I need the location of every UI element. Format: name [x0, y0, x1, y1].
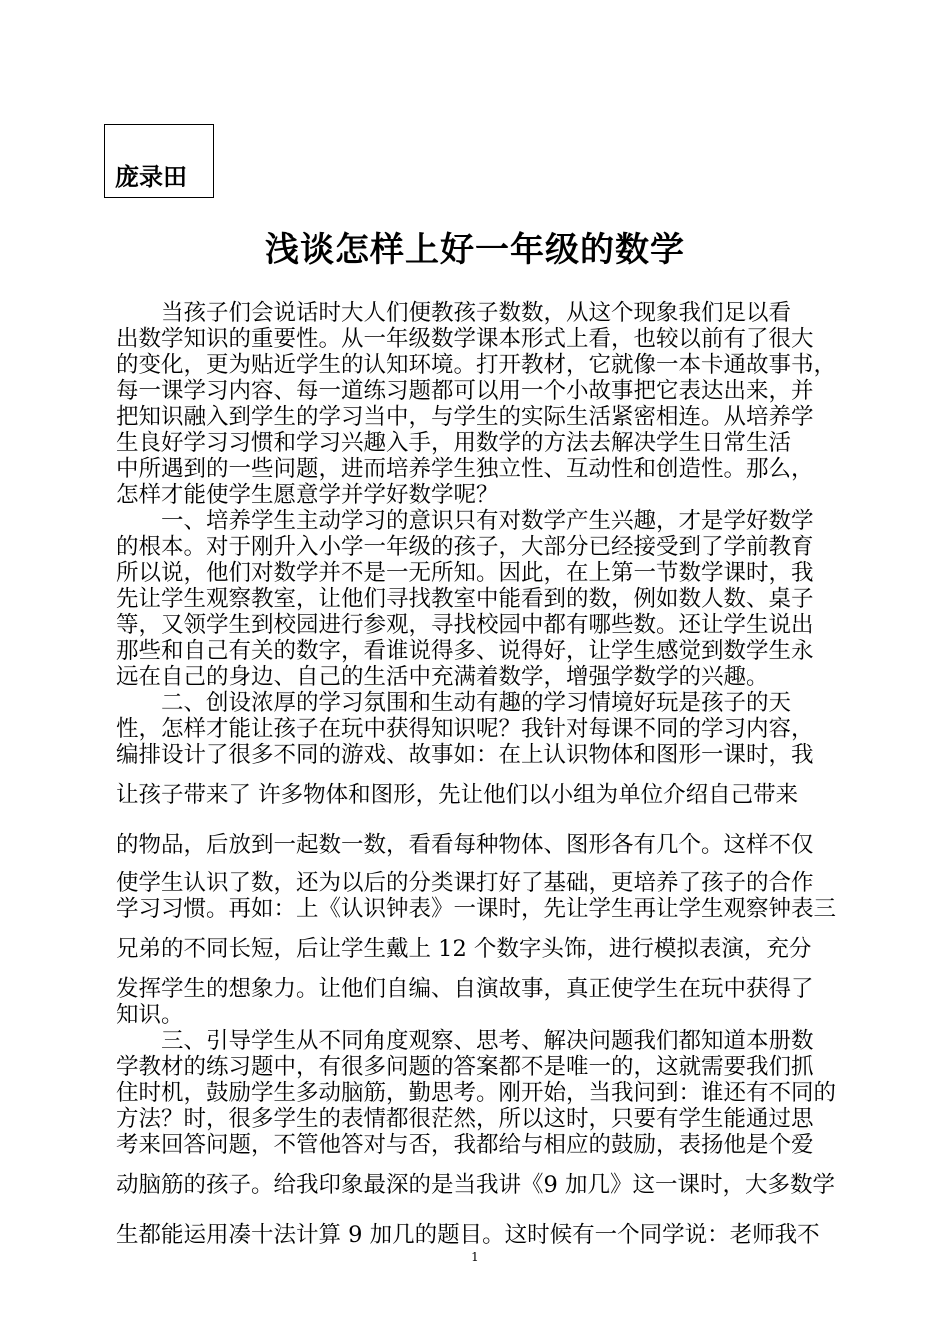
text-line: 知识。	[116, 1002, 184, 1028]
text-line: 住时机，鼓励学生多动脑筋，勤思考。刚开始，当我问到：谁还有不同的	[116, 1080, 837, 1106]
document-title: 浅谈怎样上好一年级的数学	[265, 230, 685, 270]
text-line: 兄弟的不同长短，后让学生戴上 12 个数字头饰，进行模拟表演，充分	[116, 936, 812, 962]
text-line: 当孩子们会说话时大人们便教孩子数数，从这个现象我们足以看	[116, 300, 792, 326]
text-line: 发挥学生的想象力。让他们自编、自演故事，真正使学生在玩中获得了	[116, 976, 814, 1002]
text-line: 学教材的练习题中，有很多问题的答案都不是唯一的，这就需要我们抓	[116, 1054, 814, 1080]
text-line: 的根本。对于刚升入小学一年级的孩子，大部分已经接受到了学前教育	[116, 534, 814, 560]
text-line: 一、培养学生主动学习的意识只有对数学产生兴趣，才是学好数学	[116, 508, 814, 534]
text-line: 先让学生观察教室，让他们寻找教室中能看到的数，例如数人数、桌子	[116, 586, 814, 612]
author-box	[104, 124, 214, 198]
text-line: 的物品，后放到一起数一数，看看每种物体、图形各有几个。这样不仅	[116, 832, 814, 858]
text-line: 生良好学习习惯和学习兴趣入手，用数学的方法去解决学生日常生活	[116, 430, 792, 456]
author-name: 庞录田	[115, 163, 187, 191]
text-line: 中所遇到的一些问题，进而培养学生独立性、互动性和创造性。那么，	[116, 456, 814, 482]
text-line: 把知识融入到学生的学习当中，与学生的实际生活紧密相连。从培养学	[116, 404, 814, 430]
page-number: 1	[471, 1250, 479, 1264]
text-line: 远在自己的身边、自己的生活中充满着数学，增强学数学的兴趣。	[116, 664, 769, 690]
text-line: 三、引导学生从不同角度观察、思考、解决问题我们都知道本册数	[116, 1028, 814, 1054]
text-line: 那些和自己有关的数字，看谁说得多、说得好，让学生感觉到数学生永	[116, 638, 814, 664]
text-line: 动脑筋的孩子。给我印象最深的是当我讲《9 加几》这一课时，大多数学	[116, 1172, 835, 1198]
text-line: 让孩子带来了 许多物体和图形，先让他们以小组为单位介绍自己带来	[116, 782, 799, 808]
text-line: 等，又领学生到校园进行参观，寻找校园中都有哪些数。还让学生说出	[116, 612, 814, 638]
text-line: 所以说，他们对数学并不是一无所知。因此，在上第一节数学课时，我	[116, 560, 814, 586]
text-line: 出数学知识的重要性。从一年级数学课本形式上看，也较以前有了很大	[116, 326, 814, 352]
text-line: 使学生认识了数，还为以后的分类课打好了基础，更培养了孩子的合作	[116, 870, 814, 896]
text-line: 性，怎样才能让孩子在玩中获得知识呢？我针对每课不同的学习内容，	[116, 716, 814, 742]
text-line: 编排设计了很多不同的游戏、故事如：在上认识物体和图形一课时，我	[116, 742, 814, 768]
text-line: 学习习惯。再如：上《认识钟表》一课时，先让学生再让学生观察钟表三	[116, 896, 837, 922]
text-line: 的变化，更为贴近学生的认知环境。打开教材，它就像一本卡通故事书，	[116, 352, 837, 378]
text-line: 二、创设浓厚的学习氛围和生动有趣的学习情境好玩是孩子的天	[116, 690, 792, 716]
text-line: 怎样才能使学生愿意学并学好数学呢？	[116, 482, 499, 508]
text-line: 方法？时，很多学生的表情都很茫然，所以这时，只要有学生能通过思	[116, 1106, 814, 1132]
text-line: 考来回答问题，不管他答对与否，我都给与相应的鼓励，表扬他是个爱	[116, 1132, 814, 1158]
text-line: 每一课学习内容、每一道练习题都可以用一个小故事把它表达出来，并	[116, 378, 814, 404]
text-line: 生都能运用凑十法计算 9 加几的题目。这时候有一个同学说：老师我不	[116, 1222, 820, 1248]
